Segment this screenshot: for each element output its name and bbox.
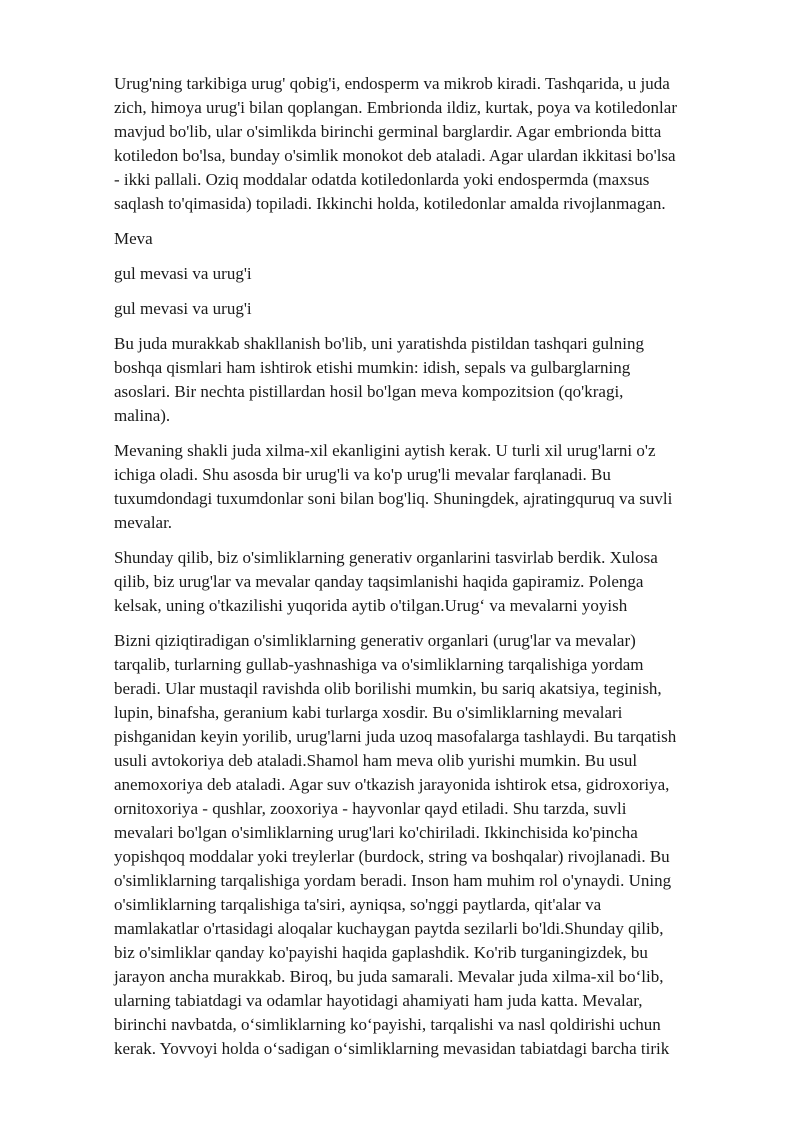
paragraph-seed-dispersal bbox=[114, 629, 729, 1061]
paragraph-seed-structure bbox=[114, 72, 729, 216]
text-line: lupin, binafsha, geranium kabi turlarga xosdir. Bu o'simliklarning mevalari bbox=[114, 703, 623, 722]
text-line: asoslari. Bir nechta pistillardan hosil bo'lgan meva kompozitsion (qo'kragi, bbox=[114, 382, 624, 401]
text-line: biz o'simliklar qanday ko'payishi haqida gaplashdik. Ko'rib turganingizdek, bu bbox=[114, 943, 648, 962]
text-line: o'simliklarning tarqalishiga yordam beradi. Inson ham muhim rol o'ynaydi. Uning bbox=[114, 871, 672, 890]
text-line: tarqalib, turlarning gullab-yashnashiga va o'simliklarning tarqalishiga yordam bbox=[114, 655, 644, 674]
text-line: Meva bbox=[114, 229, 153, 248]
text-line: gul mevasi va urug'i bbox=[114, 264, 252, 283]
text-line: - ikki pallali. Oziq moddalar odatda kotiledonlarda yoki endospermda (maxsus bbox=[114, 170, 650, 189]
paragraph-fruit-shape bbox=[114, 439, 729, 535]
text-line: mamlakatlar o'rtasidagi aloqalar kuchaygan paytda sezilarli bo'ldi.Shunday qilib, bbox=[114, 919, 664, 938]
text-line: Bu juda murakkab shakllanish bo'lib, uni yaratishda pistildan tashqari gulning bbox=[114, 334, 644, 353]
text-line: usuli avtokoriya deb ataladi.Shamol ham meva olib yurishi mumkin. Bu usul bbox=[114, 751, 638, 770]
text-line: zich, himoya urug'i bilan qoplangan. Embrionda ildiz, kurtak, poya va kotiledonlar bbox=[114, 98, 677, 117]
text-line: ichiga oladi. Shu asosda bir urug'li va ko'p urug'li mevalar farqlanadi. Bu bbox=[114, 465, 611, 484]
paragraph-summary bbox=[114, 546, 729, 618]
caption-fruit-seed bbox=[114, 262, 729, 286]
caption-fruit-seed-repeat bbox=[114, 297, 729, 321]
text-line: mevalar. bbox=[114, 513, 173, 532]
text-line: kelsak, uning o'tkazilishi yuqorida aytib o'tilgan.Urug‘ va mevalarni yoyish bbox=[114, 596, 628, 615]
text-line: malina). bbox=[114, 406, 171, 425]
text-line: saqlash to'qimasida) topiladi. Ikkinchi holda, kotiledonlar amalda rivojlanmagan. bbox=[114, 194, 666, 213]
text-line: ornitoxoriya - qushlar, zooxoriya - hayvonlar qayd etiladi. Shu tarzda, suvli bbox=[114, 799, 627, 818]
text-line: boshqa qismlari ham ishtirok etishi mumkin: idish, sepals va gulbarglarning bbox=[114, 358, 631, 377]
text-line: yopishqoq moddalar yoki treylerlar (burdock, string va boshqalar) rivojlanadi. Bu bbox=[114, 847, 670, 866]
heading-meva bbox=[114, 227, 729, 251]
text-line: tuxumdondagi tuxumdonlar soni bilan bog'liq. Shuningdek, ajratingquruq va suvli bbox=[114, 489, 673, 508]
text-line: anemoxoriya deb ataladi. Agar suv o'tkazish jarayonida ishtirok etsa, gidroxoriya, bbox=[114, 775, 670, 794]
text-line: o'simliklarning tarqalishiga ta'siri, ayniqsa, so'nggi paytlarda, qit'alar va bbox=[114, 895, 602, 914]
text-line: mevalari bo'lgan o'simliklarning urug'lari ko'chiriladi. Ikkinchisida ko'pincha bbox=[114, 823, 638, 842]
text-line: jarayon ancha murakkab. Biroq, bu juda samarali. Mevalar juda xilma-xil bo‘lib, bbox=[114, 967, 664, 986]
document-page bbox=[114, 72, 729, 1072]
text-line: qilib, biz urug'lar va mevalar qanday taqsimlanishi haqida gapiramiz. Polenga bbox=[114, 572, 644, 591]
text-line: gul mevasi va urug'i bbox=[114, 299, 252, 318]
text-line: Urug'ning tarkibiga urug' qobig'i, endosperm va mikrob kiradi. Tashqarida, u juda bbox=[114, 74, 670, 93]
text-line: Shunday qilib, biz o'simliklarning generativ organlarini tasvirlab berdik. Xulosa bbox=[114, 548, 658, 567]
text-line: birinchi navbatda, o‘simliklarning ko‘payishi, tarqalishi va nasl qoldirishi uchun bbox=[114, 1015, 661, 1034]
paragraph-fruit-formation bbox=[114, 332, 729, 428]
text-line: ularning tabiatdagi va odamlar hayotidagi ahamiyati ham juda katta. Mevalar, bbox=[114, 991, 643, 1010]
text-line: kerak. Yovvoyi holda o‘sadigan o‘simliklarning mevasidan tabiatdagi barcha tirik bbox=[114, 1039, 670, 1058]
text-line: mavjud bo'lib, ular o'simlikda birinchi germinal barglardir. Agar embrionda bitta bbox=[114, 122, 662, 141]
text-line: pishganidan keyin yorilib, urug'larni juda uzoq masofalarga tashlaydi. Bu tarqatish bbox=[114, 727, 677, 746]
text-line: kotiledon bo'lsa, bunday o'simlik monokot deb ataladi. Agar ulardan ikkitasi bo'lsa bbox=[114, 146, 676, 165]
text-line: beradi. Ular mustaqil ravishda olib borilishi mumkin, bu sariq akatsiya, teginish, bbox=[114, 679, 662, 698]
text-line: Bizni qiziqtiradigan o'simliklarning generativ organlari (urug'lar va mevalar) bbox=[114, 631, 636, 650]
text-line: Mevaning shakli juda xilma-xil ekanligini aytish kerak. U turli xil urug'larni o'z bbox=[114, 441, 656, 460]
